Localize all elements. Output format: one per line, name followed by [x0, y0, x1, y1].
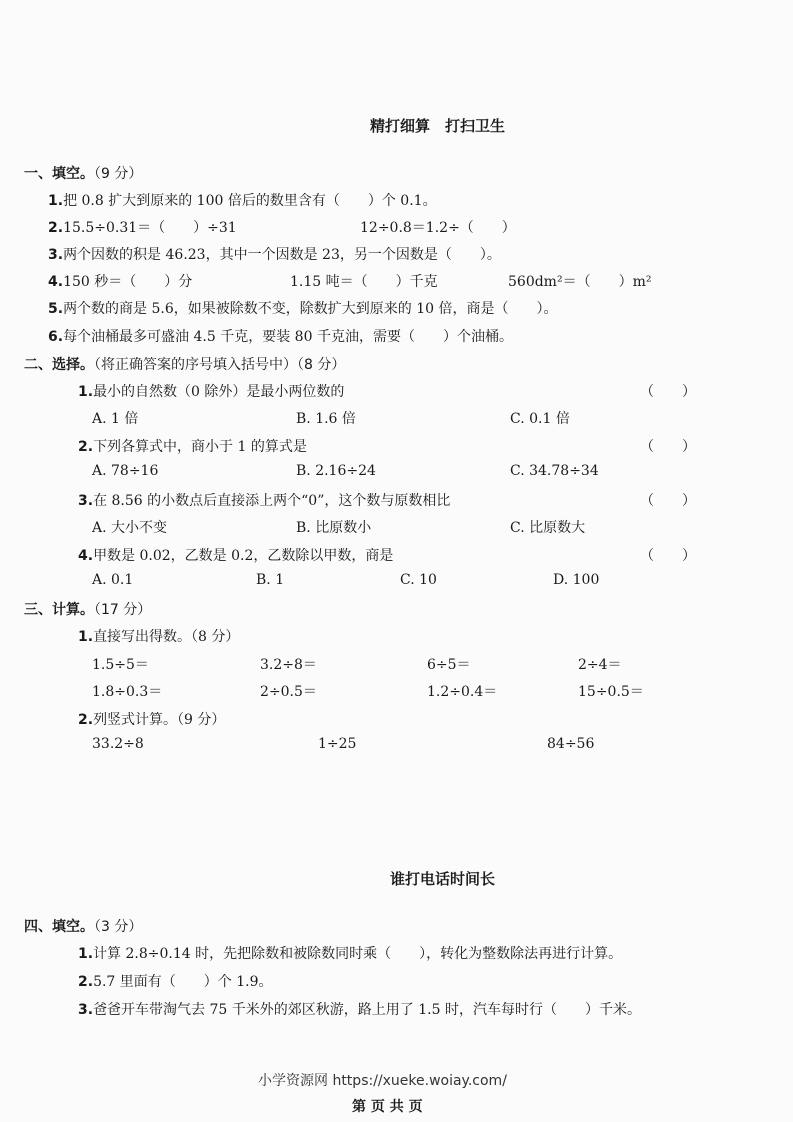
answer-paren[interactable]: （ ） [640, 384, 696, 400]
question-number: 1. [78, 946, 94, 962]
calc-item: 1.2÷0.4＝ [427, 684, 498, 700]
calc-item: 1÷25 [318, 736, 357, 752]
option-b[interactable]: B. 比原数小 [296, 520, 372, 536]
question-item [48, 190, 437, 210]
calc-item: 3.2÷8＝ [260, 657, 317, 673]
calc-item: 1.5÷5＝ [92, 657, 149, 673]
question-number: 1. [78, 384, 94, 400]
question-item [78, 490, 450, 510]
question-item [78, 381, 344, 401]
option-a[interactable]: A. 1 倍 [92, 411, 139, 427]
section-heading [24, 163, 142, 183]
question-item [78, 971, 273, 991]
option-a[interactable]: A. 78÷16 [92, 463, 159, 479]
question-item [78, 709, 225, 729]
option-b[interactable]: B. 1.6 倍 [296, 411, 356, 427]
option-c[interactable]: C. 34.78÷34 [510, 463, 599, 479]
question-item [48, 271, 192, 291]
section-heading-label: 一、填空。 [24, 166, 94, 182]
question-item [48, 244, 501, 264]
question-text: 1.15 吨＝（ ）千克 [290, 274, 438, 290]
question-number: 2. [78, 974, 94, 990]
question-text: 每个油桶最多可盛油 4.5 千克，要装 80 千克油，需要（ ）个油桶。 [63, 329, 513, 345]
question-text: 计算 2.8÷0.14 时，先把除数和被除数同时乘（ ），转化为整数除法再进行计算。 [93, 946, 623, 962]
answer-paren[interactable]: （ ） [640, 548, 696, 564]
section-heading [24, 354, 345, 374]
calc-item: 2÷0.5＝ [260, 684, 317, 700]
option-c[interactable]: C. 比原数大 [510, 520, 586, 536]
question-item [48, 298, 558, 318]
question-number: 1. [78, 629, 94, 645]
question-number: 2. [48, 220, 64, 236]
section-score: （3 分） [94, 919, 143, 935]
question-number: 1. [48, 193, 64, 209]
section-heading [24, 599, 151, 619]
question-number: 3. [78, 1002, 94, 1018]
calc-item: 84÷56 [547, 736, 595, 752]
question-text: 在 8.56 的小数点后直接添上两个“0”，这个数与原数相比 [93, 493, 451, 509]
question-number: 4. [48, 274, 64, 290]
section-score: （9 分） [94, 166, 143, 182]
question-item [78, 626, 239, 646]
question-item [78, 545, 393, 565]
answer-paren[interactable]: （ ） [640, 439, 696, 455]
question-text: 甲数是 0.02，乙数是 0.2，乙数除以甲数，商是 [93, 548, 394, 564]
question-number: 2. [78, 712, 94, 728]
question-number: 5. [48, 301, 64, 317]
question-text: 15.5÷0.31＝（ ）÷31 [63, 220, 237, 236]
question-text: 把 0.8 扩大到原来的 100 倍后的数里含有（ ）个 0.1。 [63, 193, 437, 209]
question-text: 150 秒＝（ ）分 [63, 274, 193, 290]
question-text: 12÷0.8＝1.2÷（ ） [360, 220, 516, 236]
question-number: 3. [48, 247, 64, 263]
option-c[interactable]: C. 0.1 倍 [510, 411, 570, 427]
calc-item: 2÷4＝ [578, 657, 622, 673]
footer-site: 小学资源网 https://xueke.woiay.com/ [258, 1073, 507, 1089]
section-heading-label: 四、填空。 [24, 919, 94, 935]
section-title: 精打细算 打扫卫生 [370, 117, 506, 135]
option-b[interactable]: B. 2.16÷24 [296, 463, 376, 479]
question-text: 最小的自然数（0 除外）是最小两位数的 [93, 384, 345, 400]
question-item [78, 999, 641, 1019]
page-number: 第 页 共 页 [352, 1099, 423, 1115]
question-item [78, 943, 622, 963]
question-text: 列竖式计算。（9 分） [93, 712, 226, 728]
calc-item: 1.8÷0.3＝ [92, 684, 163, 700]
option-c[interactable]: C. 10 [400, 572, 437, 588]
section-title: 谁打电话时间长 [390, 870, 496, 888]
question-text: 两个因数的积是 46.23，其中一个因数是 23，另一个因数是（ ）。 [63, 247, 501, 263]
question-text: 直接写出得数。（8 分） [93, 629, 240, 645]
question-text: 爸爸开车带淘气去 75 千米外的郊区秋游，路上用了 1.5 时，汽车每时行（ ）千米。 [93, 1002, 641, 1018]
question-text: 5.7 里面有（ ）个 1.9。 [93, 974, 273, 990]
question-item [48, 217, 237, 237]
option-a[interactable]: A. 0.1 [92, 572, 134, 588]
option-d[interactable]: D. 100 [553, 572, 600, 588]
calc-item: 15÷0.5＝ [578, 684, 644, 700]
question-number: 2. [78, 439, 94, 455]
question-item [48, 326, 513, 346]
answer-paren[interactable]: （ ） [640, 493, 696, 509]
option-a[interactable]: A. 大小不变 [92, 520, 168, 536]
question-number: 4. [78, 548, 94, 564]
question-text: 下列各算式中，商小于 1 的算式是 [93, 439, 307, 455]
question-item [78, 436, 307, 456]
question-text: 560dm²＝（ ）m² [508, 274, 652, 290]
question-number: 3. [78, 493, 94, 509]
section-score: （将正确答案的序号填入括号中）（8 分） [94, 357, 346, 373]
section-heading [24, 916, 142, 936]
section-heading-label: 二、选择。 [24, 357, 94, 373]
question-text: 两个数的商是 5.6，如果被除数不变，除数扩大到原来的 10 倍，商是（ ）。 [63, 301, 558, 317]
option-b[interactable]: B. 1 [256, 572, 285, 588]
section-score: （17 分） [94, 602, 152, 618]
calc-item: 6÷5＝ [427, 657, 471, 673]
section-heading-label: 三、计算。 [24, 602, 94, 618]
question-number: 6. [48, 329, 64, 345]
calc-item: 33.2÷8 [92, 736, 144, 752]
